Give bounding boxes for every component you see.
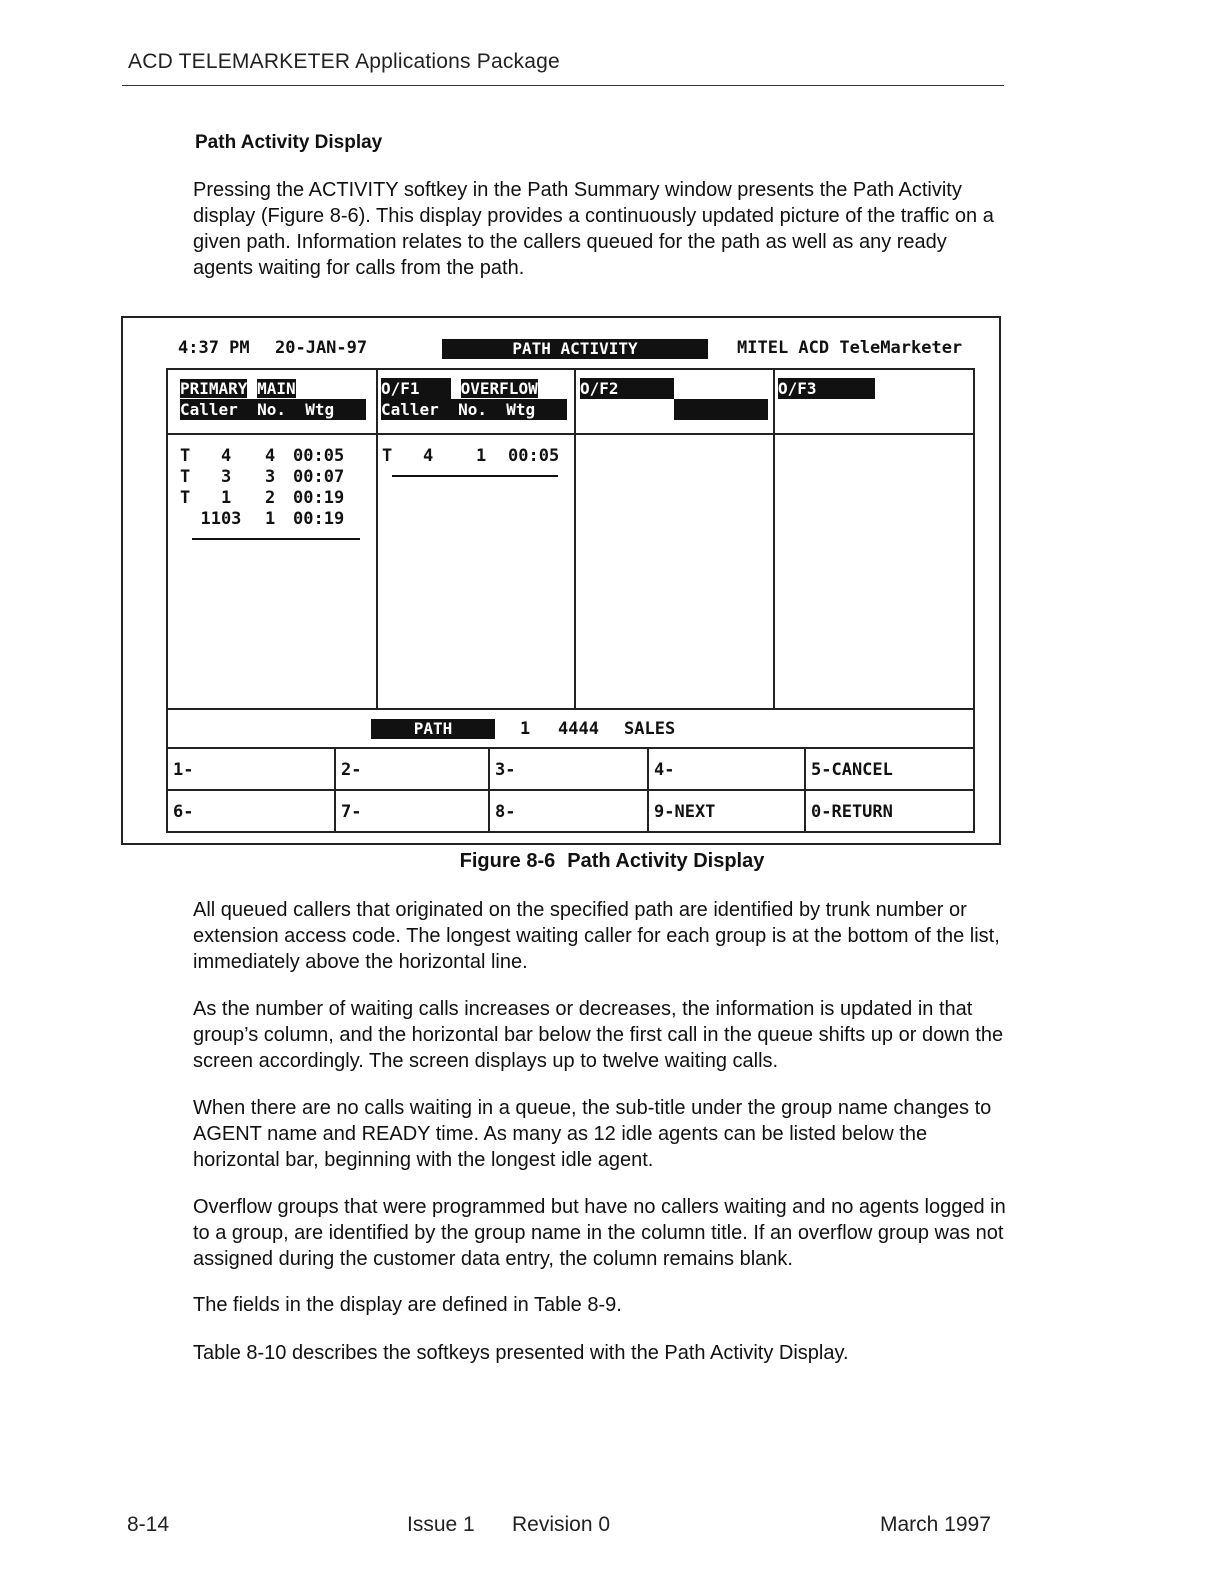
product-name: MITEL ACD TeleMarketer [737,338,963,358]
header-rule [122,85,1004,86]
running-header: ACD TELEMARKETER Applications Package [128,50,560,73]
queue-end-line [192,538,360,540]
group-type-of1: O/F1 [381,378,451,399]
figure-title: Path Activity Display [567,850,765,872]
column-divider [574,370,576,708]
clock-time: 4:37 PM [178,338,250,358]
overflow1-column-header [381,378,569,420]
header-divider [168,433,973,435]
revision-label: Revision 0 [512,1513,611,1536]
queue-row: T 4 4 00:05 [180,446,345,466]
queue-row: 1103 1 00:19 [180,509,345,529]
path-label: PATH [371,719,495,739]
group-name-primary: MAIN [257,379,296,398]
path-info-bar [166,708,975,749]
subtitle-primary: Caller No. Wtg [180,399,366,420]
intro-paragraph [193,177,1008,281]
softkey-7[interactable]: 7- [341,802,362,822]
screen-title: PATH ACTIVITY [442,339,708,359]
body-paragraph: Overflow groups that were programmed but have no callers waiting and no agents logged in to a group, are identified by the group name in the column title. If an overflow group was not assigned during the customer data entry, the column remains blank. [193,1196,1006,1270]
overflow3-column-header [778,378,878,399]
softkey-6[interactable]: 6- [173,802,194,822]
blank-subtitle-of2 [674,399,768,420]
queue-row: T 4 1 00:05 [382,446,560,466]
clock-date: 20-JAN-97 [275,338,368,358]
primary-column-header [180,378,368,420]
group-type-primary: PRIMARY [180,379,248,398]
group-name-of1: OVERFLOW [460,379,538,398]
body-paragraph: All queued callers that originated on the specified path are identified by trunk number or extension access code. The longest waiting caller for each group is at the bottom of the list, immediately above the horizontal line. [193,899,1000,973]
figure-number: Figure 8-6 [459,850,556,872]
queue-row: T 1 2 00:19 [180,488,345,508]
body-paragraph: When there are no calls waiting in a queue, the sub-title under the group name changes to AGENT name and READY time. As many as 12 idle agents can be listed below the horizontal bar, beginning with the longest idle agent. [193,1097,992,1171]
softkey-2[interactable]: 2- [341,760,362,780]
section-title: Path Activity Display [195,132,383,153]
subtitle-of1: Caller No. Wtg [381,399,567,420]
softkey-cancel[interactable]: 5-CANCEL [811,760,893,780]
figure-caption [0,850,1224,873]
softkey-8[interactable]: 8- [495,802,516,822]
body-paragraph: Table 8-10 describes the softkeys presented with the Path Activity Display. [193,1342,849,1364]
queue-row: T 3 3 00:07 [180,467,345,487]
issue-label: Issue 1 [407,1513,475,1536]
softkey-next[interactable]: 9-NEXT [654,802,716,822]
intro-text: Pressing the ACTIVITY softkey in the Path Summary window presents the Path Activity display (Figure 8-6). This display provides a continuously updated picture of the traffic on a given path. Information relates to the callers queued for the path as well as any ready agents waiting for calls from the path. [193,179,994,279]
page-number: 8-14 [127,1513,170,1536]
body-paragraph: As the number of waiting calls increases or decreases, the information is updated in that group’s column, and the horizontal bar below the first call in the queue shifts up or down the screen accordingly. The screen displays up to twelve waiting calls. [193,998,1004,1072]
path-activity-figure [121,316,1001,845]
softkey-1[interactable]: 1- [173,760,194,780]
path-code: 4444 [558,719,599,739]
column-divider [376,370,378,708]
path-name: SALES [624,719,676,739]
path-number: 1 [520,719,531,739]
overflow2-column-header [580,378,768,420]
queue-end-line [392,475,558,477]
softkey-grid [166,747,975,833]
softkey-3[interactable]: 3- [495,760,516,780]
softkey-4[interactable]: 4- [654,760,675,780]
softkey-return[interactable]: 0-RETURN [811,802,893,822]
group-type-of2: O/F2 [580,378,674,399]
column-divider [773,370,775,708]
publication-date: March 1997 [880,1513,991,1536]
group-type-of3: O/F3 [778,378,875,399]
body-paragraph: The fields in the display are defined in Table 8-9. [193,1294,622,1316]
queue-panel [166,368,975,710]
